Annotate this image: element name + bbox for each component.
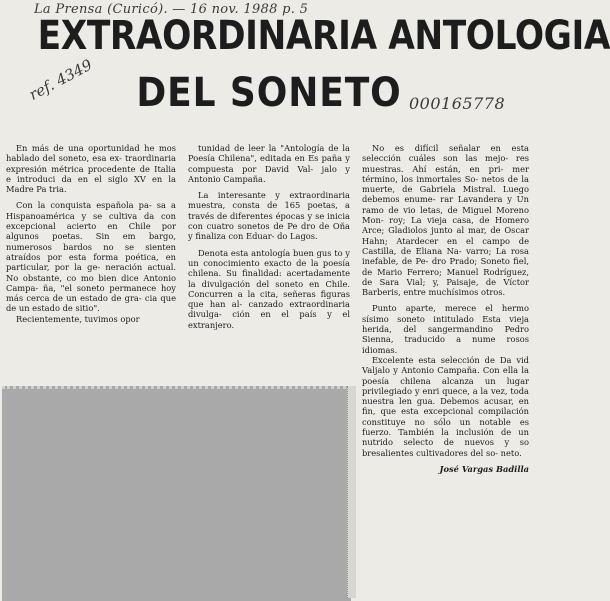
author-signature: José Vargas Badilla — [439, 463, 529, 474]
handwritten-source-note: La Prensa (Curicó). — 16 nov. 1988 p. 5 — [34, 2, 309, 17]
paragraph: La interesante y extraordinaria muestra, consta de 165 poetas, a través de diferentes épocas y se inicia con cuatro sonetos de Pe dro de Oña y finaliza con Eduar- do Lagos. — [188, 190, 350, 242]
paragraph: No es difícil señalar en esta selección cuáles son las mejo- res muestras. Ahí están, en pri- mer término, los inmortales So- netos de la muerte, de Gabriela Mistral. Luego debemos enume- rar Lavandera y Un ramo de vio letas, de Miguel Moreno Mon- roy; La vieja casa, de Homero Arce; Gladiolos junto al mar, de Oscar Hahn; Atardecer en el campo de Castilla, de Eliana Na- varro; La rosa inefable, de Pe- dro Prado; Soneto fiel, de Mario Ferrero; Manuel Rodríguez, de Sara Vial; y, Paisaje, de Víctor Barberis, entre muchísimos otros. — [362, 143, 529, 298]
column-fold-edge — [347, 386, 356, 598]
paragraph: Denota esta antología buen gus to y un conocimiento exacto de la poesía chilena. Su finalidad: acertadamente la divulgación del soneto en Chile. Concurren a la cita, señeras figuras que han al- canzado extraordinaria divulga- ción en el país y el extranjero. — [188, 247, 350, 330]
headline-line-2: DEL SONETO — [136, 70, 402, 116]
article-column-2 — [188, 143, 350, 330]
handwritten-reference: ref. 4349 — [26, 55, 96, 104]
paragraph: En más de una oportunidad he mos hablado del soneto, esa ex- traordinaria expresión métrica procedente de Italia e introduci da en el siglo XV en la Madre Pa tria. — [6, 143, 176, 195]
article-column-3 — [362, 143, 529, 474]
torn-paper-area — [2, 386, 351, 601]
article-column-1 — [6, 143, 176, 324]
headline-line-1: EXTRAORDINARIA ANTOLOGIA — [37, 13, 610, 59]
paragraph: Con la conquista española pa- sa a Hispanoamérica y se cultiva da con excepcional acierto en Chile por algunos poetas. Sin em bargo, numerosos bardos no se sienten atraídos por esta forma poética, en particular, por la ge- neración actual. No obstante, co mo bien dice Antonio Campa- ña, "el soneto permanece hoy más cerca de un estado de gra- cia que de un estado de sitio". — [6, 200, 176, 314]
paragraph: Recientemente, tuvimos opor — [16, 313, 140, 324]
handwritten-catalog-number: 000165778 — [409, 94, 506, 113]
paragraph: tunidad de leer la "Antología de la Poesía Chilena", editada en Es paña y compuesta por David Val- jalo y Antonio Campaña. — [188, 143, 350, 184]
paragraph: Excelente esta selección de Da vid Valjalo y Antonio Campaña. Con ella la poesía chilena alcanza un lugar privilegiado y enri quece, a la vez, toda nuestra len gua. Debemos acusar, en fin, que esta excepcional compilación constituye no sólo un notable es fuerzo. También la inclusión de un nutrido selecto de nuevos y so bresalientes cultivadores del so- neto. — [362, 354, 529, 458]
paragraph: Punto aparte, merece el hermo sísimo soneto intitulado Esta vieja herida, del sangermandino Pedro Sienna, traducido a nume rosos idiomas. — [362, 303, 529, 355]
